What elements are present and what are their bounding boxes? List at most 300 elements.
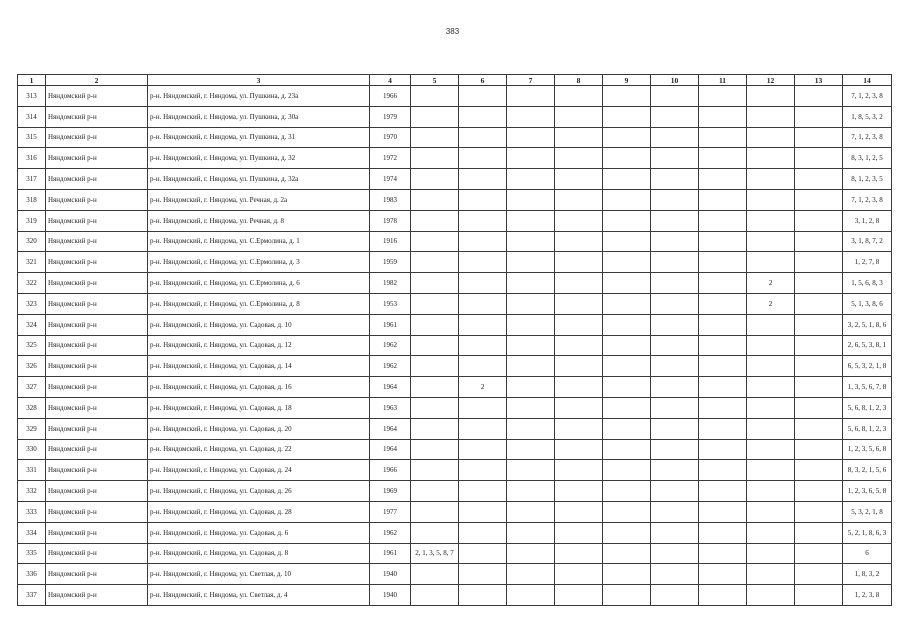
col7-cell: [507, 210, 555, 231]
col7-cell: [507, 231, 555, 252]
row-number: 320: [18, 231, 46, 252]
row-number: 326: [18, 356, 46, 377]
col12-cell: [747, 231, 795, 252]
col13-cell: [795, 585, 843, 606]
year-cell: 1972: [370, 148, 411, 169]
col10-cell: [651, 418, 699, 439]
col14-cell: 6: [843, 543, 892, 564]
col12-cell: [747, 86, 795, 107]
col7-cell: [507, 252, 555, 273]
row-number: 316: [18, 148, 46, 169]
year-cell: 1966: [370, 86, 411, 107]
col11-cell: [699, 377, 747, 398]
col11-cell: [699, 169, 747, 190]
table-row: [18, 314, 892, 335]
col11-cell: [699, 335, 747, 356]
col9-cell: [603, 335, 651, 356]
col5-cell: [411, 397, 459, 418]
year-cell: 1962: [370, 335, 411, 356]
col6-cell: [459, 86, 507, 107]
col12-cell: [747, 460, 795, 481]
col10-cell: [651, 522, 699, 543]
district-cell: Няндомский р-н: [46, 335, 148, 356]
col11-cell: [699, 356, 747, 377]
row-number: 321: [18, 252, 46, 273]
district-cell: Няндомский р-н: [46, 189, 148, 210]
col5-cell: [411, 127, 459, 148]
col9-cell: [603, 210, 651, 231]
col10-cell: [651, 252, 699, 273]
district-cell: Няндомский р-н: [46, 397, 148, 418]
col5-cell: [411, 252, 459, 273]
col6-cell: [459, 356, 507, 377]
col7-cell: [507, 86, 555, 107]
col6-cell: 2: [459, 377, 507, 398]
col8-cell: [555, 148, 603, 169]
table-row: [18, 127, 892, 148]
col10-cell: [651, 564, 699, 585]
table-row: [18, 231, 892, 252]
district-cell: Няндомский р-н: [46, 169, 148, 190]
address-cell: р-н. Няндомский, г. Няндома, ул. Пушкина, д. 32а: [148, 169, 370, 190]
col13-cell: [795, 252, 843, 273]
col9-cell: [603, 314, 651, 335]
row-number: 333: [18, 501, 46, 522]
table-row: [18, 377, 892, 398]
col12-cell: [747, 543, 795, 564]
col14-cell: 1, 2, 3, 6, 5, 8: [843, 481, 892, 502]
column-header: 4: [370, 75, 411, 86]
col14-cell: 8, 1, 2, 3, 5: [843, 169, 892, 190]
col6-cell: [459, 189, 507, 210]
col13-cell: [795, 439, 843, 460]
col9-cell: [603, 522, 651, 543]
col14-cell: 1, 2, 3, 8: [843, 585, 892, 606]
col6-cell: [459, 314, 507, 335]
column-header: 9: [603, 75, 651, 86]
table-row: [18, 273, 892, 294]
row-number: 334: [18, 522, 46, 543]
table-row: [18, 106, 892, 127]
year-cell: 1959: [370, 252, 411, 273]
col9-cell: [603, 169, 651, 190]
row-number: 315: [18, 127, 46, 148]
col10-cell: [651, 231, 699, 252]
col5-cell: [411, 148, 459, 169]
col14-cell: 5, 3, 2, 1, 8: [843, 501, 892, 522]
year-cell: 1962: [370, 522, 411, 543]
row-number: 327: [18, 377, 46, 398]
col11-cell: [699, 106, 747, 127]
col9-cell: [603, 189, 651, 210]
district-cell: Няндомский р-н: [46, 377, 148, 398]
district-cell: Няндомский р-н: [46, 210, 148, 231]
col9-cell: [603, 439, 651, 460]
column-header: 10: [651, 75, 699, 86]
col13-cell: [795, 169, 843, 190]
col7-cell: [507, 397, 555, 418]
col9-cell: [603, 356, 651, 377]
col7-cell: [507, 127, 555, 148]
table-row: [18, 86, 892, 107]
col14-cell: 3, 1, 8, 7, 2: [843, 231, 892, 252]
district-cell: Няндомский р-н: [46, 314, 148, 335]
col7-cell: [507, 335, 555, 356]
col10-cell: [651, 501, 699, 522]
table-row: [18, 501, 892, 522]
district-cell: Няндомский р-н: [46, 543, 148, 564]
column-header: 11: [699, 75, 747, 86]
col10-cell: [651, 148, 699, 169]
col7-cell: [507, 189, 555, 210]
col13-cell: [795, 231, 843, 252]
col7-cell: [507, 501, 555, 522]
col8-cell: [555, 439, 603, 460]
col13-cell: [795, 314, 843, 335]
col8-cell: [555, 252, 603, 273]
col11-cell: [699, 293, 747, 314]
col7-cell: [507, 106, 555, 127]
row-number: 319: [18, 210, 46, 231]
year-cell: 1970: [370, 127, 411, 148]
col9-cell: [603, 86, 651, 107]
table-row: [18, 585, 892, 606]
col5-cell: [411, 169, 459, 190]
address-cell: р-н. Няндомский, г. Няндома, ул. Пушкина, д. 32: [148, 148, 370, 169]
col10-cell: [651, 356, 699, 377]
col13-cell: [795, 481, 843, 502]
col11-cell: [699, 564, 747, 585]
table-row: [18, 522, 892, 543]
district-cell: Няндомский р-н: [46, 86, 148, 107]
col11-cell: [699, 252, 747, 273]
col7-cell: [507, 273, 555, 294]
district-cell: Няндомский р-н: [46, 439, 148, 460]
col10-cell: [651, 397, 699, 418]
year-cell: 1969: [370, 481, 411, 502]
address-cell: р-н. Няндомский, г. Няндома, ул. Садовая, д. 18: [148, 397, 370, 418]
col6-cell: [459, 169, 507, 190]
col6-cell: [459, 397, 507, 418]
col5-cell: [411, 273, 459, 294]
year-cell: 1978: [370, 210, 411, 231]
col12-cell: [747, 106, 795, 127]
col9-cell: [603, 564, 651, 585]
row-number: 323: [18, 293, 46, 314]
address-cell: р-н. Няндомский, г. Няндома, ул. Садовая, д. 24: [148, 460, 370, 481]
col10-cell: [651, 481, 699, 502]
district-cell: Няндомский р-н: [46, 252, 148, 273]
col13-cell: [795, 335, 843, 356]
col5-cell: [411, 418, 459, 439]
col11-cell: [699, 86, 747, 107]
col13-cell: [795, 148, 843, 169]
table-body: [18, 86, 892, 606]
col9-cell: [603, 418, 651, 439]
col7-cell: [507, 439, 555, 460]
col13-cell: [795, 106, 843, 127]
col6-cell: [459, 148, 507, 169]
col10-cell: [651, 273, 699, 294]
district-cell: Няндомский р-н: [46, 127, 148, 148]
col8-cell: [555, 501, 603, 522]
col13-cell: [795, 273, 843, 294]
col8-cell: [555, 231, 603, 252]
col13-cell: [795, 564, 843, 585]
col12-cell: [747, 481, 795, 502]
column-header: 8: [555, 75, 603, 86]
col14-cell: 6, 5, 3, 2, 1, 8: [843, 356, 892, 377]
row-number: 336: [18, 564, 46, 585]
col8-cell: [555, 293, 603, 314]
year-cell: 1974: [370, 169, 411, 190]
col8-cell: [555, 314, 603, 335]
table-row: [18, 169, 892, 190]
col14-cell: 1, 8, 3, 2: [843, 564, 892, 585]
col14-cell: 5, 2, 1, 8, 6, 3: [843, 522, 892, 543]
col7-cell: [507, 314, 555, 335]
col7-cell: [507, 418, 555, 439]
table-row: [18, 148, 892, 169]
col5-cell: [411, 377, 459, 398]
col10-cell: [651, 460, 699, 481]
col12-cell: 2: [747, 293, 795, 314]
table-row: [18, 481, 892, 502]
district-cell: Няндомский р-н: [46, 481, 148, 502]
col12-cell: [747, 564, 795, 585]
col8-cell: [555, 273, 603, 294]
col8-cell: [555, 189, 603, 210]
year-cell: 1964: [370, 377, 411, 398]
col14-cell: 1, 3, 5, 6, 7, 8: [843, 377, 892, 398]
district-cell: Няндомский р-н: [46, 418, 148, 439]
col11-cell: [699, 585, 747, 606]
row-number: 332: [18, 481, 46, 502]
col13-cell: [795, 460, 843, 481]
col7-cell: [507, 564, 555, 585]
col10-cell: [651, 585, 699, 606]
district-cell: Няндомский р-н: [46, 501, 148, 522]
col9-cell: [603, 106, 651, 127]
address-cell: р-н. Няндомский, г. Няндома, ул. Речная, д. 8: [148, 210, 370, 231]
col6-cell: [459, 127, 507, 148]
col7-cell: [507, 460, 555, 481]
col14-cell: 8, 3, 2, 1, 5, 6: [843, 460, 892, 481]
col8-cell: [555, 377, 603, 398]
col13-cell: [795, 522, 843, 543]
col7-cell: [507, 481, 555, 502]
col7-cell: [507, 169, 555, 190]
row-number: 318: [18, 189, 46, 210]
col6-cell: [459, 522, 507, 543]
year-cell: 1963: [370, 397, 411, 418]
col7-cell: [507, 585, 555, 606]
col11-cell: [699, 397, 747, 418]
address-cell: р-н. Няндомский, г. Няндома, ул. Садовая, д. 16: [148, 377, 370, 398]
col5-cell: [411, 585, 459, 606]
col8-cell: [555, 127, 603, 148]
address-cell: р-н. Няндомский, г. Няндома, ул. Садовая, д. 28: [148, 501, 370, 522]
col8-cell: [555, 585, 603, 606]
column-header: 3: [148, 75, 370, 86]
table-row: [18, 293, 892, 314]
address-cell: р-н. Няндомский, г. Няндома, ул. Садовая, д. 8: [148, 543, 370, 564]
col6-cell: [459, 564, 507, 585]
col11-cell: [699, 210, 747, 231]
col6-cell: [459, 293, 507, 314]
col5-cell: [411, 189, 459, 210]
col5-cell: [411, 293, 459, 314]
col7-cell: [507, 148, 555, 169]
col5-cell: [411, 356, 459, 377]
col14-cell: 8, 3, 1, 2, 5: [843, 148, 892, 169]
col10-cell: [651, 377, 699, 398]
column-header: 13: [795, 75, 843, 86]
col14-cell: 1, 2, 3, 5, 6, 8: [843, 439, 892, 460]
table-row: [18, 543, 892, 564]
col13-cell: [795, 543, 843, 564]
address-cell: р-н. Няндомский, г. Няндома, ул. Садовая, д. 22: [148, 439, 370, 460]
address-cell: р-н. Няндомский, г. Няндома, ул. Садовая, д. 14: [148, 356, 370, 377]
col14-cell: 1, 8, 5, 3, 2: [843, 106, 892, 127]
col13-cell: [795, 189, 843, 210]
col12-cell: [747, 148, 795, 169]
col10-cell: [651, 106, 699, 127]
year-cell: 1977: [370, 501, 411, 522]
col10-cell: [651, 169, 699, 190]
address-cell: р-н. Няндомский, г. Няндома, ул. Светлая, д. 10: [148, 564, 370, 585]
col6-cell: [459, 273, 507, 294]
col14-cell: 1, 2, 7, 8: [843, 252, 892, 273]
col11-cell: [699, 314, 747, 335]
col12-cell: 2: [747, 273, 795, 294]
col14-cell: 7, 1, 2, 3, 8: [843, 127, 892, 148]
col11-cell: [699, 189, 747, 210]
address-cell: р-н. Няндомский, г. Няндома, ул. Речная, д. 2а: [148, 189, 370, 210]
col6-cell: [459, 481, 507, 502]
col8-cell: [555, 543, 603, 564]
col5-cell: [411, 522, 459, 543]
address-cell: р-н. Няндомский, г. Няндома, ул. Садовая, д. 6: [148, 522, 370, 543]
col10-cell: [651, 335, 699, 356]
row-number: 337: [18, 585, 46, 606]
address-cell: р-н. Няндомский, г. Няндома, ул. Садовая, д. 26: [148, 481, 370, 502]
col14-cell: 7, 1, 2, 3, 8: [843, 86, 892, 107]
table-row: [18, 418, 892, 439]
col11-cell: [699, 418, 747, 439]
col14-cell: 5, 6, 8, 1, 2, 3: [843, 397, 892, 418]
col12-cell: [747, 522, 795, 543]
col5-cell: [411, 460, 459, 481]
row-number: 317: [18, 169, 46, 190]
address-cell: р-н. Няндомский, г. Няндома, ул. С.Ермолина, д. 8: [148, 293, 370, 314]
year-cell: 1962: [370, 356, 411, 377]
col5-cell: 2, 1, 3, 5, 8, 7: [411, 543, 459, 564]
col12-cell: [747, 356, 795, 377]
col12-cell: [747, 127, 795, 148]
col14-cell: 3, 1, 2, 8: [843, 210, 892, 231]
col9-cell: [603, 481, 651, 502]
address-cell: р-н. Няндомский, г. Няндома, ул. С.Ермолина, д. 1: [148, 231, 370, 252]
address-cell: р-н. Няндомский, г. Няндома, ул. Садовая, д. 12: [148, 335, 370, 356]
col8-cell: [555, 522, 603, 543]
col12-cell: [747, 439, 795, 460]
col11-cell: [699, 439, 747, 460]
year-cell: 1964: [370, 418, 411, 439]
col9-cell: [603, 273, 651, 294]
column-header: 5: [411, 75, 459, 86]
table-row: [18, 460, 892, 481]
district-cell: Няндомский р-н: [46, 106, 148, 127]
col9-cell: [603, 252, 651, 273]
column-header: 7: [507, 75, 555, 86]
col13-cell: [795, 397, 843, 418]
col8-cell: [555, 418, 603, 439]
row-number: 322: [18, 273, 46, 294]
col5-cell: [411, 231, 459, 252]
col13-cell: [795, 127, 843, 148]
col7-cell: [507, 356, 555, 377]
col5-cell: [411, 106, 459, 127]
column-header: 12: [747, 75, 795, 86]
col12-cell: [747, 189, 795, 210]
col10-cell: [651, 189, 699, 210]
col12-cell: [747, 585, 795, 606]
col12-cell: [747, 252, 795, 273]
col10-cell: [651, 293, 699, 314]
col12-cell: [747, 418, 795, 439]
address-cell: р-н. Няндомский, г. Няндома, ул. С.Ермолина, д. 3: [148, 252, 370, 273]
col11-cell: [699, 481, 747, 502]
table-row: [18, 397, 892, 418]
col6-cell: [459, 210, 507, 231]
col9-cell: [603, 397, 651, 418]
col5-cell: [411, 335, 459, 356]
year-cell: 1916: [370, 231, 411, 252]
col11-cell: [699, 231, 747, 252]
col14-cell: 5, 6, 8, 1, 2, 3: [843, 418, 892, 439]
col13-cell: [795, 293, 843, 314]
col6-cell: [459, 439, 507, 460]
district-cell: Няндомский р-н: [46, 293, 148, 314]
col6-cell: [459, 231, 507, 252]
column-header: 1: [18, 75, 46, 86]
table-row: [18, 564, 892, 585]
col12-cell: [747, 169, 795, 190]
col10-cell: [651, 439, 699, 460]
col6-cell: [459, 418, 507, 439]
col11-cell: [699, 501, 747, 522]
col12-cell: [747, 210, 795, 231]
col12-cell: [747, 377, 795, 398]
table-row: [18, 252, 892, 273]
table-row: [18, 210, 892, 231]
col5-cell: [411, 501, 459, 522]
col13-cell: [795, 501, 843, 522]
col11-cell: [699, 148, 747, 169]
district-cell: Няндомский р-н: [46, 460, 148, 481]
col8-cell: [555, 481, 603, 502]
district-cell: Няндомский р-н: [46, 148, 148, 169]
year-cell: 1964: [370, 439, 411, 460]
col14-cell: 5, 1, 3, 8, 6: [843, 293, 892, 314]
year-cell: 1979: [370, 106, 411, 127]
year-cell: 1983: [370, 189, 411, 210]
col7-cell: [507, 377, 555, 398]
building-registry-table: [17, 74, 892, 606]
col10-cell: [651, 86, 699, 107]
address-cell: р-н. Няндомский, г. Няндома, ул. Пушкина, д. 23а: [148, 86, 370, 107]
